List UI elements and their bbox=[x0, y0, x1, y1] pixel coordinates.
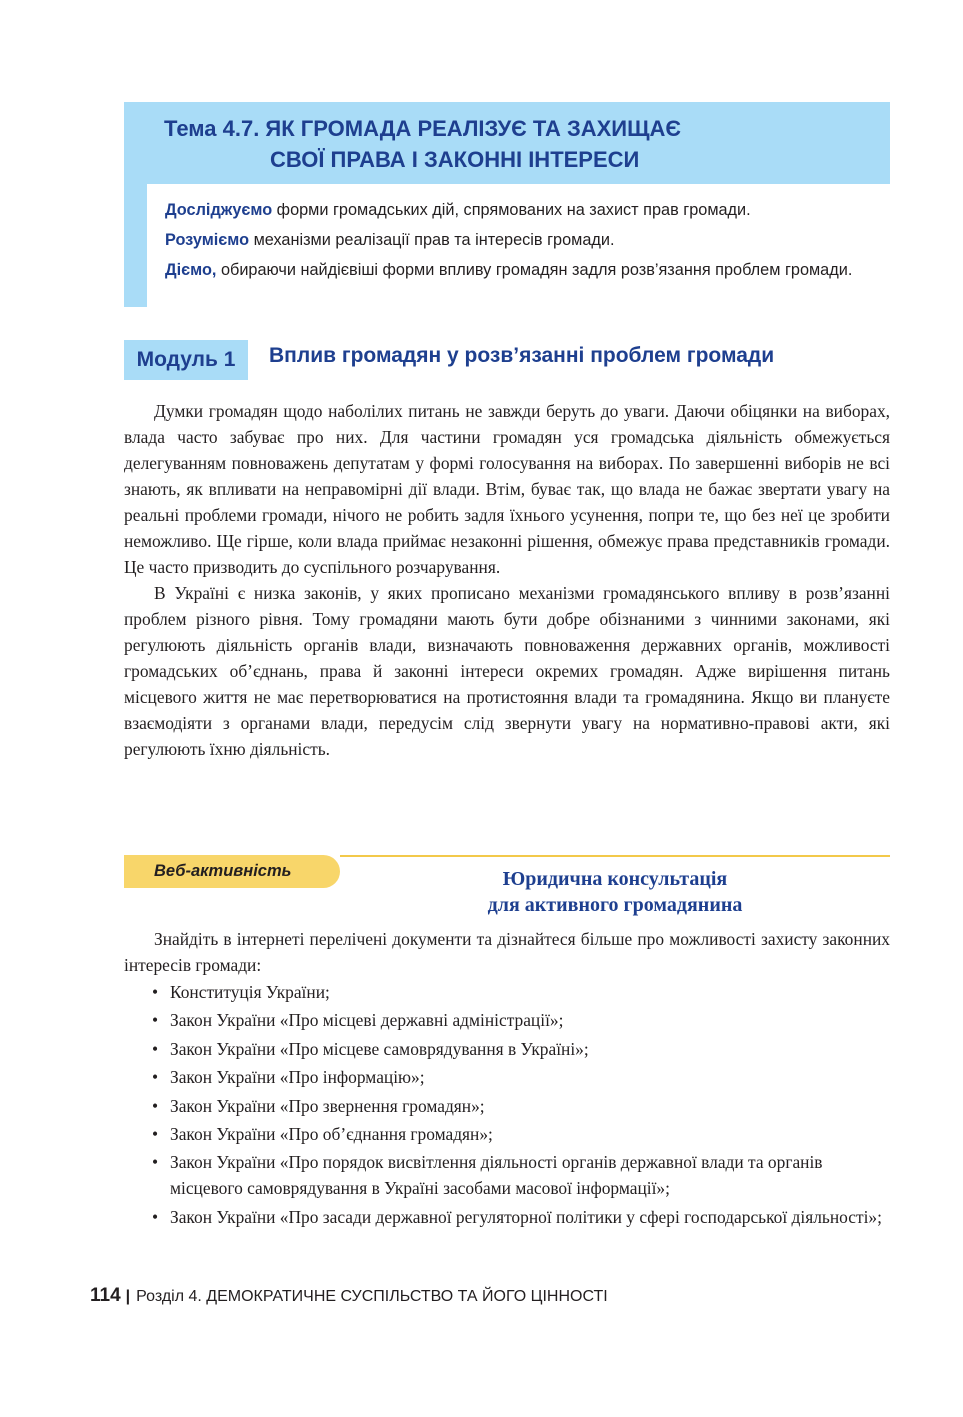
body-paragraph: В Україні є низка законів, у яких прописано механізми громадянського впливу в розв’язанні проблем різного рівня. Тому громадяни мають бути добре обізнаними з чинними законами, які регулюють діяльність органів влади, визначають повноваження державних органів, можливості громадських об’єднань, права й законні інтереси окремих громадян. Адже вирішення питань місцевого життя не має перетворюватися на протистояння влади та громадянина. Якщо ви плануєте взаємодіяти з органами влади, передусім слід звернути увагу на нормативно-правові акти, які регулюють їхню діяльність. bbox=[124, 583, 890, 759]
learning-goals bbox=[165, 195, 890, 285]
list-item-text: Закон України «Про порядок висвітлення діяльності органів державної влади та органів місцевого самоврядування в Україні засобами масової інформації»; bbox=[170, 1152, 823, 1199]
module-label: Модуль 1 bbox=[124, 340, 248, 380]
list-item bbox=[152, 979, 892, 1005]
goal-item bbox=[165, 195, 890, 225]
bullet-icon: • bbox=[152, 982, 159, 1002]
list-item-text: Закон України «Про місцеве самоврядування в Україні»; bbox=[170, 1038, 589, 1059]
goal-keyword: Розуміємо bbox=[165, 231, 250, 249]
web-activity-intro-text: Знайдіть в інтернеті перелічені документи та дізнайтеся більше про можливості захисту законних інтересів громади: bbox=[124, 929, 890, 975]
list-item bbox=[152, 1064, 892, 1090]
bullet-icon: • bbox=[152, 1206, 159, 1227]
list-item-text: Закон України «Про засади державної регуляторної політики у сфері господарської діяльності»; bbox=[170, 1206, 882, 1227]
bullet-icon: • bbox=[152, 1095, 159, 1116]
goal-keyword: Досліджуємо bbox=[165, 201, 273, 219]
list-item bbox=[152, 1204, 892, 1230]
list-item bbox=[152, 1121, 892, 1147]
section-title: Розділ 4. ДЕМОКРАТИЧНЕ СУСПІЛЬСТВО ТА ЙОГО ЦІННОСТІ bbox=[136, 1288, 608, 1305]
list-item-text: Закон України «Про інформацію»; bbox=[170, 1067, 425, 1088]
bullet-icon: • bbox=[152, 1010, 159, 1031]
page-footer bbox=[90, 1285, 608, 1307]
list-item-text: Закон України «Про об’єднання громадян»; bbox=[170, 1123, 493, 1144]
list-item bbox=[152, 1036, 892, 1062]
web-activity-badge: Веб-активність bbox=[124, 855, 340, 888]
topic-title bbox=[164, 113, 864, 175]
page-number: 114 bbox=[90, 1285, 121, 1306]
web-activity-title-line2: для активного громадянина bbox=[487, 894, 743, 916]
goals-side-bar bbox=[124, 184, 147, 307]
list-item bbox=[152, 1007, 892, 1033]
list-item-text: Закон України «Про звернення громадян»; bbox=[170, 1095, 485, 1116]
web-activity-title-line1: Юридична консультація bbox=[502, 868, 728, 890]
list-item-text: Конституція України; bbox=[170, 982, 330, 1002]
topic-title-line2: СВОЇ ПРАВА І ЗАКОННІ ІНТЕРЕСИ bbox=[270, 147, 640, 172]
topic-title-line1: Тема 4.7. ЯК ГРОМАДА РЕАЛІЗУЄ ТА ЗАХИЩАЄ bbox=[164, 116, 682, 141]
web-activity-rule bbox=[340, 855, 890, 857]
bullet-icon: • bbox=[152, 1067, 159, 1088]
list-item-text: Закон України «Про місцеві державні адміністрації»; bbox=[170, 1010, 564, 1031]
goal-text: обираючи найдієвіші форми впливу громадян задля розв’язання проблем громади. bbox=[216, 261, 853, 279]
goal-item bbox=[165, 255, 890, 285]
bullet-icon: • bbox=[152, 1152, 159, 1173]
body-paragraph: Думки громадян щодо наболілих питань не завжди беруть до уваги. Даючи обіцянки на виборах, влада часто забуває про них. Для частини громадян уся громадська діяльність обмежується делегуванням повноважень депутатам у формі голосування на виборах. По завершенні виборів не всі знають, як впливати на неправомірні дії влади. Втім, буває так, що влада не бажає звертати увагу на реальні проблеми громади, нічого не робить задля їхнього усунення, попри те, що без неї це зробити неможливо. Ще гірше, коли влада приймає незаконні рішення, обмежує права представників громади. Це часто призводить до суспільного розчарування. bbox=[124, 401, 890, 577]
goal-text: механізми реалізації прав та інтересів громади. bbox=[249, 231, 615, 249]
documents-list bbox=[152, 979, 892, 1232]
goal-keyword: Діємо, bbox=[165, 261, 217, 279]
list-item bbox=[152, 1149, 892, 1201]
footer-separator: | bbox=[125, 1288, 131, 1305]
module-body bbox=[124, 398, 890, 762]
module-title: Вплив громадян у розв’язанні проблем громади bbox=[269, 344, 775, 367]
bullet-icon: • bbox=[152, 1123, 159, 1144]
goal-item bbox=[165, 225, 890, 255]
web-activity-intro bbox=[124, 926, 890, 978]
bullet-icon: • bbox=[152, 1038, 159, 1059]
web-activity-title bbox=[440, 866, 790, 918]
goal-text: форми громадських дій, спрямованих на захист прав громади. bbox=[272, 201, 751, 219]
list-item bbox=[152, 1093, 892, 1119]
